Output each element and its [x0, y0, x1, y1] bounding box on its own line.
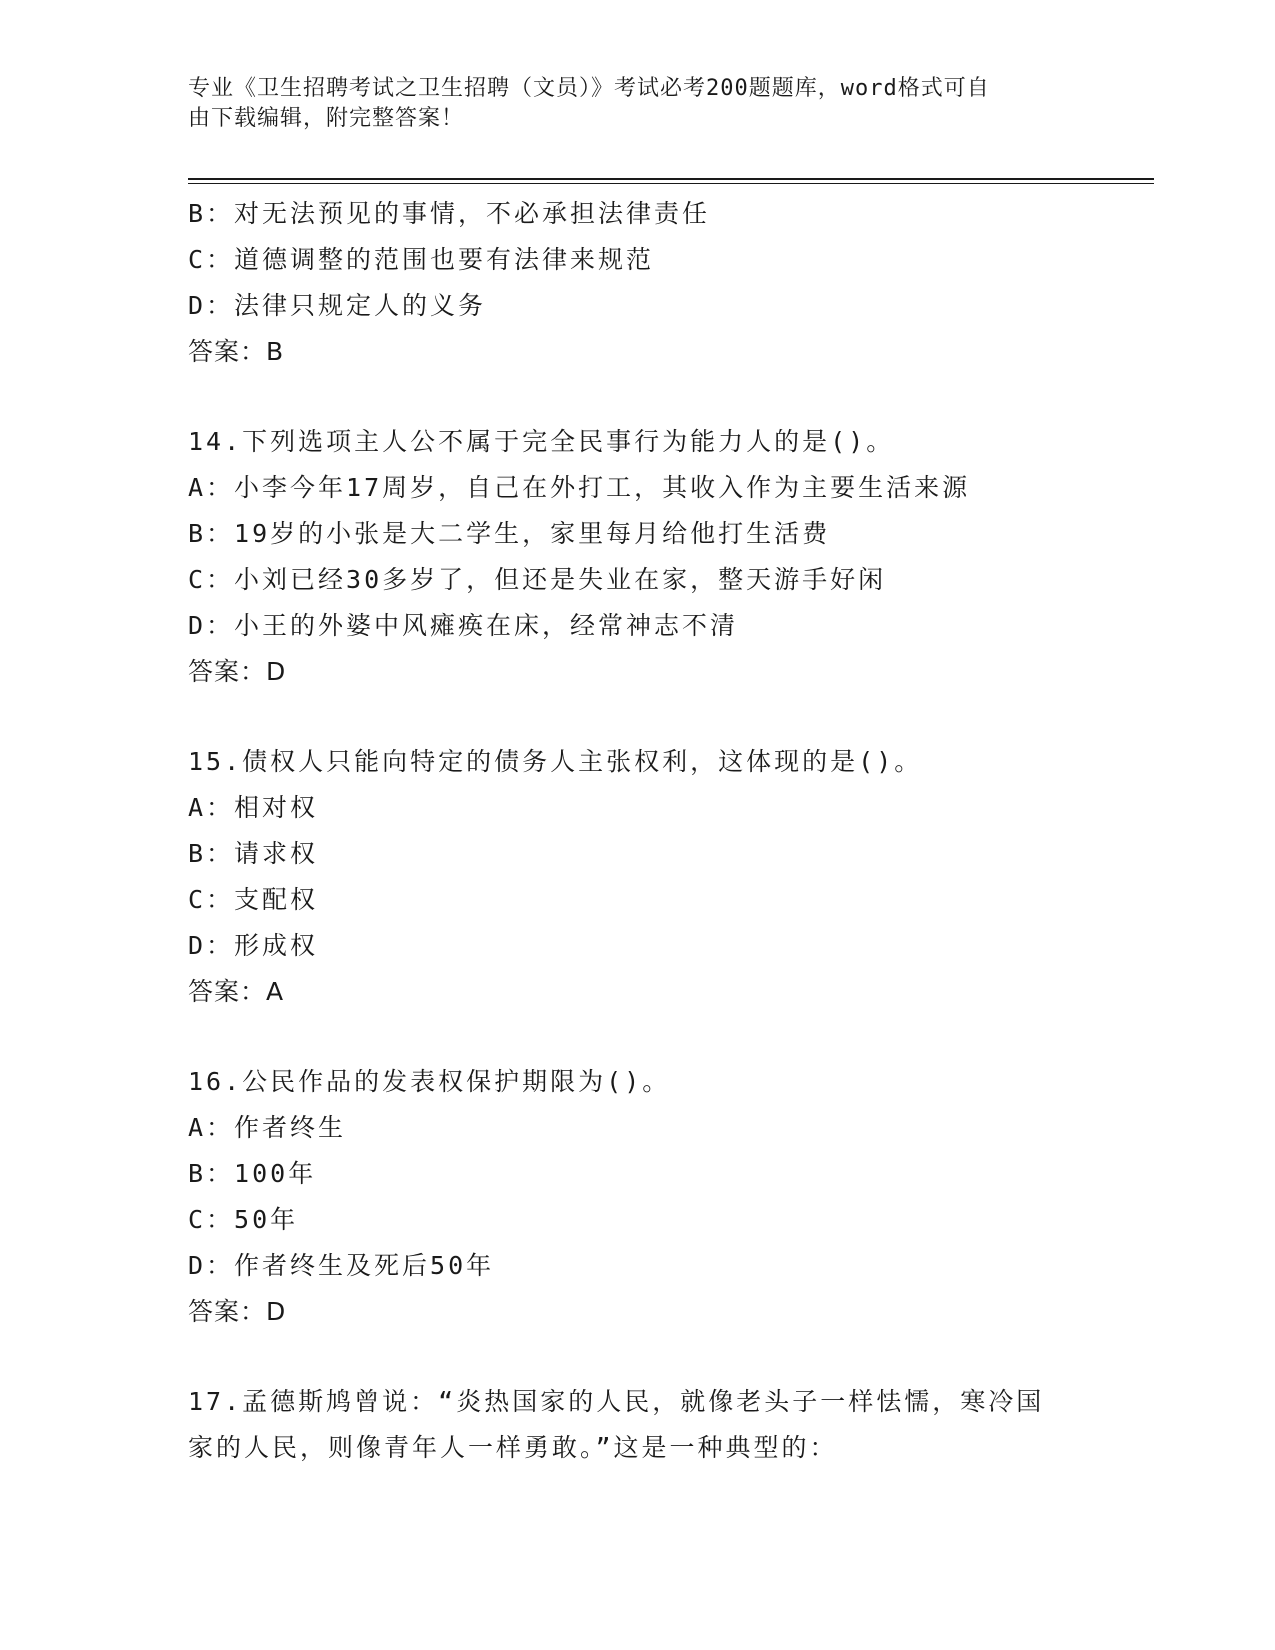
- option-b: B：请求权: [188, 839, 319, 868]
- option-c: C：50年: [188, 1205, 299, 1234]
- question-17: [188, 1379, 1088, 1471]
- option-b: B：对无法预见的事情，不必承担法律责任: [188, 199, 711, 228]
- option-d: D：形成权: [188, 931, 319, 960]
- option-a: A：相对权: [188, 793, 319, 822]
- header-divider-thick: [188, 178, 1154, 180]
- question-stem-line-2: 家的人民，则像青年人一样勇敢。”这是一种典型的：: [188, 1433, 838, 1462]
- option-b: B：100年: [188, 1159, 317, 1188]
- question-stem: 16.公民作品的发表权保护期限为()。: [188, 1067, 671, 1096]
- header-line-1: 专业《卫生招聘考试之卫生招聘（文员）》考试必考200题题库，word格式可自: [188, 76, 990, 101]
- option-d: D：作者终生及死后50年: [188, 1251, 495, 1280]
- question-list: [188, 191, 1088, 1471]
- question-15: [188, 739, 1088, 1015]
- header-line-2: 由下载编辑，附完整答案！: [188, 106, 465, 131]
- answer: 答案：D: [188, 1297, 287, 1326]
- option-c: C：道德调整的范围也要有法律来规范: [188, 245, 655, 274]
- question-13-continued: [188, 191, 1088, 375]
- answer: 答案：D: [188, 657, 287, 686]
- option-d: D：法律只规定人的义务: [188, 291, 487, 320]
- option-b: B：19岁的小张是大二学生，家里每月给他打生活费: [188, 519, 831, 548]
- question-14: [188, 419, 1088, 695]
- answer: 答案：B: [188, 337, 285, 366]
- option-d: D：小王的外婆中风瘫痪在床，经常神志不清: [188, 611, 739, 640]
- option-a: A：作者终生: [188, 1113, 347, 1142]
- header-divider-thin: [188, 183, 1154, 184]
- question-stem: 14.下列选项主人公不属于完全民事行为能力人的是()。: [188, 427, 895, 456]
- document-header: [188, 74, 1068, 134]
- question-16: [188, 1059, 1088, 1335]
- question-stem-line-1: 17.孟德斯鸠曾说：“炎热国家的人民，就像老头子一样怯懦，寒冷国: [188, 1387, 1045, 1416]
- option-c: C：小刘已经30多岁了，但还是失业在家，整天游手好闲: [188, 565, 887, 594]
- answer: 答案：A: [188, 977, 285, 1006]
- option-a: A：小李今年17周岁，自己在外打工，其收入作为主要生活来源: [188, 473, 971, 502]
- option-c: C：支配权: [188, 885, 319, 914]
- question-stem: 15.债权人只能向特定的债务人主张权利，这体现的是()。: [188, 747, 923, 776]
